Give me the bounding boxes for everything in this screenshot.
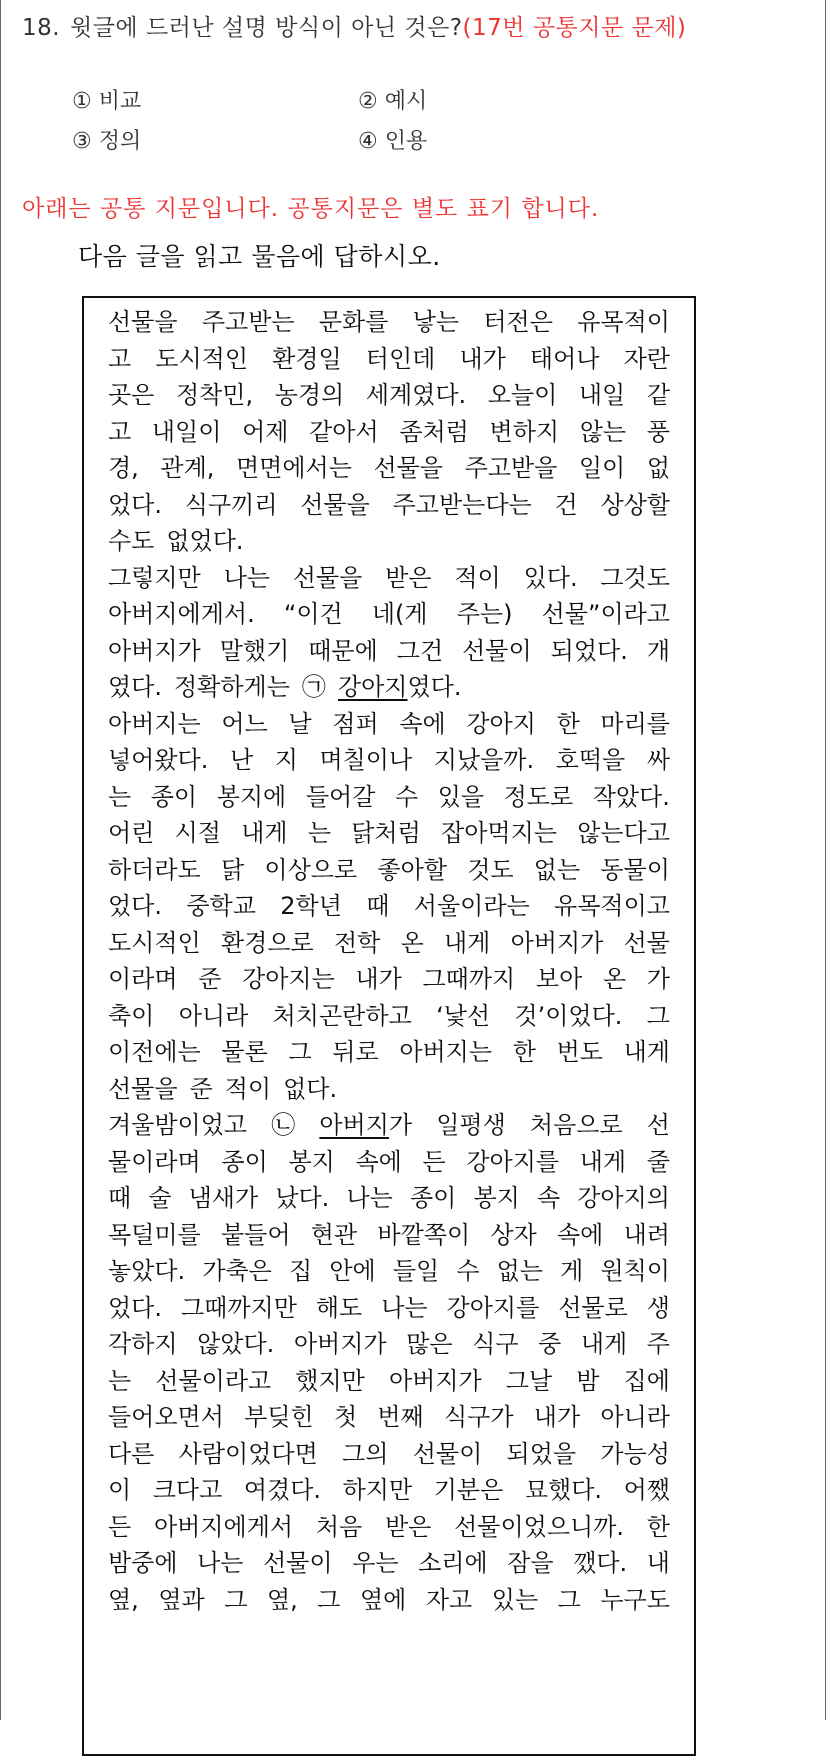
passage-word: 수도 [108, 527, 155, 555]
passage-word: 었다. [108, 892, 162, 920]
passage-line [108, 1215, 670, 1255]
passage-word: 서울이라는 [413, 892, 530, 920]
passage-word: 없다. [283, 1074, 338, 1103]
passage-word: 호떡을 [555, 746, 626, 774]
passage-word: 싸 [646, 746, 670, 774]
passage-word: 하더라도 [108, 855, 201, 884]
passage-word: 안에 [329, 1257, 376, 1285]
passage-word: 났다. [275, 1184, 330, 1212]
passage-word: 속 [536, 1184, 561, 1212]
passage-word: 어느 [221, 709, 268, 738]
passage-word: 우는 [352, 1549, 399, 1577]
passage-word: 처음 [315, 1512, 363, 1541]
passage-word: 집 [289, 1257, 313, 1285]
underlined-word: 아버지가 [319, 1105, 412, 1145]
passage-line [108, 777, 670, 817]
passage-word: 었다. [108, 490, 162, 519]
passage-word: 것’이었다. [514, 1001, 623, 1030]
passage-word: 나는 [197, 1549, 244, 1577]
passage-line [108, 667, 670, 707]
passage-word: 아버지는 [108, 709, 201, 738]
passage-word: 때 [366, 892, 390, 920]
question-18 [22, 14, 762, 43]
passage-word: 오늘이 [487, 381, 558, 409]
passage-word: 고 [108, 344, 132, 373]
passage-word: 뒤로 [332, 1038, 379, 1066]
passage-word: 가능성 [600, 1439, 670, 1468]
passage-word: 봉지에 [216, 782, 287, 811]
passage-word: 그 [557, 1585, 581, 1614]
passage-word: 물이라며 [108, 1147, 201, 1176]
passage-word: 준 [198, 965, 222, 993]
passage-line [108, 1361, 670, 1401]
passage-word: 온 [400, 928, 424, 957]
passage-word: 아니라 [600, 1403, 670, 1431]
passage-word: 자고 [425, 1585, 473, 1614]
passage-word: 경, [108, 454, 139, 482]
passage-line [108, 1251, 670, 1291]
passage-line [108, 959, 670, 999]
passage-word: 없는 [496, 1257, 543, 1285]
passage-word: 누구도 [600, 1585, 670, 1614]
passage-word: 봉지 [288, 1147, 335, 1176]
passage-word: 내일 [578, 381, 626, 409]
passage-word: 문화를 [318, 308, 389, 336]
passage-line [108, 375, 670, 415]
passage-word: 시절 [174, 819, 221, 847]
passage-word: 든 [108, 1512, 132, 1541]
passage-word: 온 [602, 965, 627, 993]
passage-word: 많은 [406, 1330, 453, 1358]
passage-word: 그 [646, 1001, 670, 1030]
passage-word: 작았다. [592, 782, 670, 811]
passage-word: 수 [394, 782, 419, 811]
passage-instruction: 다음 글을 읽고 물음에 답하시오. [78, 242, 441, 271]
passage-word: 나는 [223, 563, 270, 592]
passage-word: 옆과 [158, 1585, 205, 1614]
passage-word: 있다. [523, 563, 578, 592]
passage-word: 수 [456, 1257, 480, 1285]
passage-word: ‘낯선 [436, 1001, 491, 1030]
passage-word: 바깥쪽이 [377, 1220, 471, 1249]
passage-word: 있는 [491, 1585, 539, 1614]
passage-word: 그날 [505, 1366, 553, 1395]
passage-word: 정도로 [503, 782, 574, 811]
passage-word: 그때까지 [422, 965, 516, 993]
passage-word: 터전은 [483, 308, 553, 336]
passage-word: 나는 [346, 1184, 393, 1212]
passage-line [108, 1032, 670, 1072]
passage-word: 내게 [580, 1330, 628, 1358]
passage-word: 선물이라고 [155, 1366, 272, 1395]
passage-word: 내게 [623, 1038, 670, 1066]
underline: 강아지 [337, 673, 408, 701]
passage-word: 네(게 [371, 600, 428, 628]
passage-word: 전학 [333, 928, 381, 957]
passage-word: 주고받는 [201, 308, 295, 336]
passage-word: 중 [538, 1330, 562, 1358]
passage-word: 강아지는 [242, 965, 335, 993]
passage-word: 곳은 [108, 381, 155, 409]
passage-line [108, 631, 670, 671]
passage-word: 정확하게는 [174, 673, 290, 701]
passage-word: 닭처럼 [351, 819, 421, 847]
passage-word: 준 [189, 1074, 213, 1103]
passage-word: 내가 [533, 1403, 581, 1431]
passage-word: 중학교 [186, 892, 256, 920]
passage-word: 옆, [266, 1585, 298, 1614]
passage-word: 든 [422, 1147, 446, 1176]
passage-word: 들어오면서 [108, 1403, 224, 1431]
passage-word: 개 [646, 636, 670, 665]
passage-word: 내게 [579, 1147, 627, 1176]
passage-word: 않았다. [197, 1330, 275, 1358]
passage-word: 였다. [108, 673, 162, 701]
passage-word: 없는 [533, 855, 581, 884]
passage-word: 풍 [646, 417, 670, 446]
passage-word: 식구끼리 [184, 490, 278, 519]
passage-word: 선물”이라고 [541, 600, 670, 628]
passage-word: 그 [224, 1585, 248, 1614]
passage-word: 면면에서는 [235, 454, 352, 482]
passage-line [108, 1105, 670, 1145]
passage-word: 첫 [333, 1403, 358, 1431]
passage-word: 없 [646, 454, 670, 482]
passage-word: 소리에 [418, 1549, 488, 1577]
passage-word: 놓았다. [108, 1257, 186, 1285]
passage-line [108, 1434, 670, 1474]
passage-word: 냄새가 [188, 1184, 259, 1212]
passage-word: 선물로 [558, 1293, 628, 1322]
passage-word: 일이 [578, 454, 626, 482]
passage-word: 이전에는 [108, 1038, 201, 1066]
passage-word: 는 [108, 782, 132, 811]
passage-word: ㉠ [301, 673, 326, 701]
passage-word: 선물이 [412, 1439, 483, 1468]
passage-word: 한 [646, 1512, 670, 1541]
passage-word: 않는다고 [577, 819, 670, 847]
passage-word: 게 [560, 1257, 584, 1285]
passage-word: 종이 [409, 1184, 457, 1212]
passage-word: 내게 [444, 928, 491, 957]
passage-line [108, 886, 670, 926]
passage-word: 가 [646, 965, 670, 993]
passage-word: 아니라 [178, 1001, 249, 1030]
passage-word: 같아서 [309, 417, 379, 446]
passage-word: 는 [307, 819, 332, 847]
passage-word: 그 [317, 1585, 341, 1614]
passage-word: 한 [556, 709, 580, 738]
passage-word: 유목적이고 [554, 892, 670, 920]
passage-word: 말했기 [219, 636, 290, 665]
question-number: 18. [22, 15, 61, 41]
passage-word: 크다고 [152, 1476, 223, 1504]
passage-word: 2학년 [280, 892, 342, 920]
passage-word: 보아 [535, 965, 583, 993]
passage-line [108, 339, 670, 379]
passage-word: 겨울밤이었고 [108, 1111, 248, 1139]
passage-line [108, 850, 670, 890]
passage-word: 되었다. [550, 636, 628, 665]
passage-word: 주고받을 [464, 454, 558, 482]
passage-word: 날 [288, 709, 312, 738]
passage-word: 강아지 [466, 709, 536, 738]
passage-word: 도시적인 [108, 928, 201, 957]
option-4[interactable]: ④ 인용 [358, 129, 428, 154]
passage-word: 옆에 [359, 1585, 407, 1614]
passage-word: 이 [108, 1476, 132, 1504]
passage-word: 넣어왔다. [108, 746, 209, 774]
passage-word: 내 [646, 1549, 670, 1577]
passage-word: 지 [274, 746, 298, 774]
passage-word: “이건 [283, 600, 343, 628]
passage-word: 봉지 [473, 1184, 520, 1212]
passage-word: 않는 [579, 417, 627, 446]
passage-word: 축이 [108, 1001, 155, 1030]
passage-word: 선물이 [263, 1549, 333, 1577]
passage-word: 하지만 [342, 1476, 413, 1504]
passage-word: 처치곤란하고 [272, 1001, 412, 1030]
passage-word: 주 [646, 1330, 670, 1358]
passage-word: 선물을 [292, 563, 363, 592]
passage-word: 점퍼 [332, 709, 379, 738]
passage-word: 어제 [242, 417, 289, 446]
passage-word: 처음으로 [529, 1111, 623, 1139]
passage-line [108, 448, 670, 488]
passage-word: 묘했다. [524, 1476, 603, 1504]
passage-word: 때 [108, 1184, 132, 1212]
option-1[interactable]: ① 비교 [72, 89, 142, 114]
passage-word: 강아지를 [446, 1293, 540, 1322]
passage-word: 밤 [576, 1366, 600, 1395]
passage-word: 그의 [342, 1439, 389, 1468]
passage-word: 내일이 [151, 417, 222, 446]
passage-word: 선물을 [108, 308, 178, 336]
passage-line [108, 302, 670, 342]
passage-line [108, 704, 670, 744]
passage-line [108, 1397, 670, 1437]
passage-word: 선 [646, 1111, 670, 1139]
passage-word: 식구 [472, 1330, 519, 1358]
left-border [0, 0, 1, 1720]
passage-word: 관계, [160, 454, 215, 482]
passage-word: 내가 [459, 344, 506, 373]
passage-word: 원칙이 [600, 1257, 670, 1285]
passage-word: 있을 [437, 782, 485, 811]
passage-word: 선물이 [462, 636, 532, 665]
passage-word: 여겼다. [243, 1476, 322, 1504]
passage-word: 선물을 [373, 454, 443, 482]
passage-word: 받은 [384, 1512, 432, 1541]
passage-word: 내게 [241, 819, 288, 847]
passage-word: ㉡ [271, 1111, 296, 1139]
passage-line [108, 740, 670, 780]
question-text: 윗글에 드러난 설명 방식이 아닌 것은? [70, 15, 463, 41]
passage-word: 적이 [454, 563, 501, 592]
passage-word: 닭 [220, 855, 245, 884]
passage-word: 부딪힌 [244, 1403, 314, 1431]
passage-word: 어쨌 [623, 1476, 670, 1504]
passage-word: 각하지 [108, 1330, 178, 1358]
passage-word: 집에 [623, 1366, 670, 1395]
passage-line [108, 1507, 670, 1547]
passage-line [108, 1543, 670, 1583]
passage-word: 자란 [623, 344, 670, 373]
passage-word: 번째 [377, 1403, 424, 1431]
passage-word: 그것도 [600, 563, 670, 592]
passage-word: 내려 [623, 1220, 670, 1249]
passage-word: 때문에 [308, 636, 378, 665]
passage-word: 속에 [355, 1147, 402, 1176]
passage-word: 그때까지만 [180, 1293, 297, 1322]
passage-word: 선물 [623, 928, 670, 957]
passage-word: 해도 [315, 1293, 363, 1322]
passage-word: 종이 [150, 782, 198, 811]
passage-word: 선물을 [300, 490, 370, 519]
passage-word: 정착민, [175, 381, 254, 409]
passage-word: 그렇지만 [108, 563, 201, 592]
passage-line [108, 1580, 670, 1620]
passage-word: 강아지를 [466, 1147, 560, 1176]
passage-word: 그 [288, 1038, 312, 1066]
passage-word: 들일 [392, 1257, 440, 1285]
passage-word: 깼다. [573, 1549, 628, 1577]
passage-line [108, 558, 670, 598]
passage-word: 옆, [108, 1585, 139, 1614]
passage-line [108, 521, 670, 561]
passage-word: 동물이 [600, 855, 670, 884]
passage-word: 태어나 [529, 344, 600, 373]
passage-word: 강아지의 [577, 1184, 670, 1212]
passage-word: 없었다. [166, 527, 244, 555]
passage-word: 아버지에게서. [108, 600, 255, 628]
passage-word: 이상으로 [264, 855, 358, 884]
passage-word: 적이 [224, 1074, 272, 1103]
passage-word: 세계였다. [365, 381, 467, 409]
passage-word: 낳는 [412, 308, 460, 336]
passage-word: 어린 [108, 819, 155, 847]
passage-word: 했지만 [295, 1366, 365, 1395]
passage-word: 선물이었으니까. [454, 1512, 625, 1541]
passage-word: 유목적이 [577, 308, 670, 336]
passage-word: 종이 [221, 1147, 268, 1176]
passage-word: 가축은 [202, 1257, 272, 1285]
passage-line [108, 1142, 670, 1182]
passage-word: 같 [646, 381, 670, 409]
passage-word: 고 [108, 417, 132, 446]
passage-word: 상상할 [600, 490, 670, 519]
passage-word: 밤중에 [108, 1549, 178, 1577]
passage-word: 내가 [355, 965, 402, 993]
passage-word: 환경으로 [220, 928, 314, 957]
passage-word: 도시적인 [155, 344, 249, 373]
passage-line [108, 412, 670, 452]
passage-word: 농경의 [274, 381, 345, 409]
passage-word: 잠을 [507, 1549, 554, 1577]
passage-word: 이라며 [108, 965, 178, 993]
passage-word: 었다. [108, 1293, 162, 1322]
passage-word: 사람이었다면 [178, 1439, 318, 1468]
passage-word: 번도 [556, 1038, 603, 1066]
underline: 아버지 [319, 1111, 389, 1139]
passage-line [108, 594, 670, 634]
passage-box [82, 296, 696, 1756]
passage-word: 속에 [556, 1220, 604, 1249]
passage-word: 아버지가 [388, 1366, 482, 1395]
passage-word: 되었을 [506, 1439, 577, 1468]
passage-line [108, 1178, 670, 1218]
passage-word: 아버지는 [399, 1038, 493, 1066]
passage-line [108, 813, 670, 853]
passage-word: 주고받는다는 [392, 490, 532, 519]
passage-word: 그건 [396, 636, 444, 665]
passage-line [108, 923, 670, 963]
passage-word: 는 [108, 1366, 132, 1395]
passage-word: 좀처럼 [399, 417, 469, 446]
passage-word: 잡아먹지는 [441, 819, 557, 847]
passage-word: 목덜미를 [108, 1220, 201, 1249]
passage-word: 들어갈 [305, 782, 376, 811]
passage-word: 줄 [646, 1147, 670, 1176]
passage-word: 술 [148, 1184, 172, 1212]
option-2[interactable]: ② 예시 [358, 89, 428, 114]
passage-line [108, 1069, 670, 1109]
passage-word: 상자 [490, 1220, 537, 1249]
shared-passage-notice: 아래는 공통 지문입니다. 공통지문은 별도 표기 합니다. [22, 196, 600, 222]
passage-word: 건 [554, 490, 578, 519]
question-note: (17번 공통지문 문제) [462, 15, 687, 41]
passage-word: 식구가 [443, 1403, 514, 1431]
option-3[interactable]: ③ 정의 [72, 129, 142, 154]
passage-word: 일평생 [436, 1111, 506, 1139]
passage-word: 기분은 [433, 1476, 504, 1504]
underlined-word: 강아지였다. [338, 667, 462, 707]
passage-word: 현관 [310, 1220, 358, 1249]
passage-line [108, 485, 670, 525]
passage-line [108, 996, 670, 1036]
question-stem [22, 14, 762, 43]
passage-word: 아버지가 [510, 928, 604, 957]
passage-word: 지났을까. [433, 746, 535, 774]
passage-word: 아버지가 [108, 636, 201, 665]
passage-word: 물론 [221, 1038, 268, 1066]
passage-word: 좋아할 [377, 855, 447, 884]
passage-word: 아버지에게서 [153, 1512, 294, 1541]
passage-word: 한 [512, 1038, 536, 1066]
passage-word: 붙들어 [220, 1220, 291, 1249]
passage-word: 받은 [385, 563, 432, 592]
passage-word: 다른 [108, 1439, 155, 1468]
passage-line [108, 1324, 670, 1364]
passage-word: 마리를 [600, 709, 670, 738]
passage-word: 아버지가 [293, 1330, 387, 1358]
passage-word: 것도 [467, 855, 514, 884]
passage-line [108, 1288, 670, 1328]
passage-word: 주는) [456, 600, 513, 628]
passage-word: 터인데 [365, 344, 436, 373]
passage-word: 난 [229, 746, 254, 774]
passage-line [108, 1470, 670, 1510]
passage-word: 변하지 [489, 417, 560, 446]
passage-word: 환경일 [272, 344, 342, 373]
passage-word: 나는 [381, 1293, 428, 1322]
passage-word: 속에 [399, 709, 446, 738]
passage-word: 선물을 [108, 1074, 178, 1103]
passage-word: 며칠이나 [319, 746, 413, 774]
passage-word: 생 [646, 1293, 670, 1322]
